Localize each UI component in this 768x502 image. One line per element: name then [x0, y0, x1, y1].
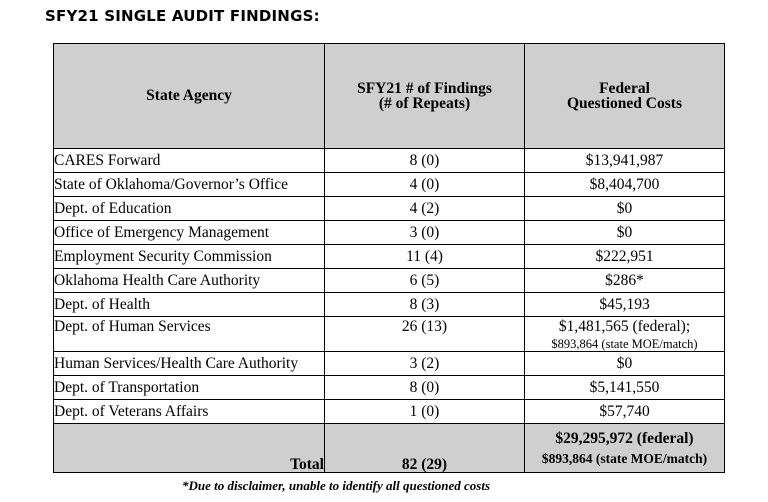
cost-cell: $0: [525, 352, 725, 376]
cost-cell: $222,951: [525, 245, 725, 269]
agency-cell: Dept. of Veterans Affairs: [54, 400, 325, 424]
table-row: [54, 269, 725, 293]
cost-cell: $13,941,987: [525, 149, 725, 173]
table-row: [54, 376, 725, 400]
cost-federal: $1,481,565 (federal);: [558, 318, 691, 335]
total-cost-cell: [525, 424, 725, 473]
cost-cell: $45,193: [525, 293, 725, 317]
header-state-agency: State Agency: [54, 44, 325, 149]
agency-cell: Human Services/Health Care Authority: [54, 352, 325, 376]
findings-cell: 6 (5): [325, 269, 525, 293]
header-costs-label-1: Federal: [599, 79, 650, 97]
header-repeats-label: (# of Repeats): [378, 95, 471, 112]
audit-findings-table: [53, 43, 725, 473]
findings-cell: 3 (2): [325, 352, 525, 376]
findings-cell: 3 (0): [325, 221, 525, 245]
cost-cell: $0: [525, 197, 725, 221]
table-row: [54, 293, 725, 317]
table-row: [54, 352, 725, 376]
header-questioned-costs: [525, 44, 725, 149]
total-findings: 82 (29): [325, 424, 525, 473]
header-costs-label-2: Questioned Costs: [567, 95, 682, 112]
page-title: SFY21 SINGLE AUDIT FINDINGS:: [45, 7, 320, 25]
agency-cell: Dept. of Health: [54, 293, 325, 317]
header-findings: [325, 44, 525, 149]
table-header-row: [54, 44, 725, 149]
table-row: [54, 173, 725, 197]
table-row: [54, 317, 725, 352]
total-label: Total: [54, 424, 325, 473]
cost-cell: $0: [525, 221, 725, 245]
table-row: [54, 197, 725, 221]
cost-cell: [525, 317, 725, 352]
agency-cell: Dept. of Education: [54, 197, 325, 221]
agency-cell: Employment Security Commission: [54, 245, 325, 269]
total-row: [54, 424, 725, 473]
cost-cell: $57,740: [525, 400, 725, 424]
agency-cell: Dept. of Transportation: [54, 376, 325, 400]
footnote: *Due to disclaimer, unable to identify all questioned costs: [182, 478, 491, 493]
findings-cell: 1 (0): [325, 400, 525, 424]
agency-cell: Dept. of Human Services: [54, 317, 325, 352]
findings-cell: 4 (2): [325, 197, 525, 221]
cost-cell: $8,404,700: [525, 173, 725, 197]
findings-cell: 4 (0): [325, 173, 525, 197]
table-row: [54, 245, 725, 269]
total-cost-state-match: $893,864 (state MOE/match): [541, 451, 708, 466]
findings-cell: 11 (4): [325, 245, 525, 269]
cost-state-match: $893,864 (state MOE/match): [551, 336, 698, 351]
table-row: [54, 221, 725, 245]
agency-cell: CARES Forward: [54, 149, 325, 173]
agency-cell: Office of Emergency Management: [54, 221, 325, 245]
header-findings-label: SFY21 # of Findings: [357, 79, 492, 97]
cost-cell: $5,141,550: [525, 376, 725, 400]
findings-cell: 26 (13): [325, 317, 525, 352]
table-row: [54, 400, 725, 424]
findings-cell: 8 (3): [325, 293, 525, 317]
cost-cell: $286*: [525, 269, 725, 293]
agency-cell: State of Oklahoma/Governor’s Office: [54, 173, 325, 197]
agency-cell: Oklahoma Health Care Authority: [54, 269, 325, 293]
total-cost-federal: $29,295,972 (federal): [555, 429, 694, 447]
table-row: [54, 149, 725, 173]
findings-cell: 8 (0): [325, 149, 525, 173]
findings-cell: 8 (0): [325, 376, 525, 400]
